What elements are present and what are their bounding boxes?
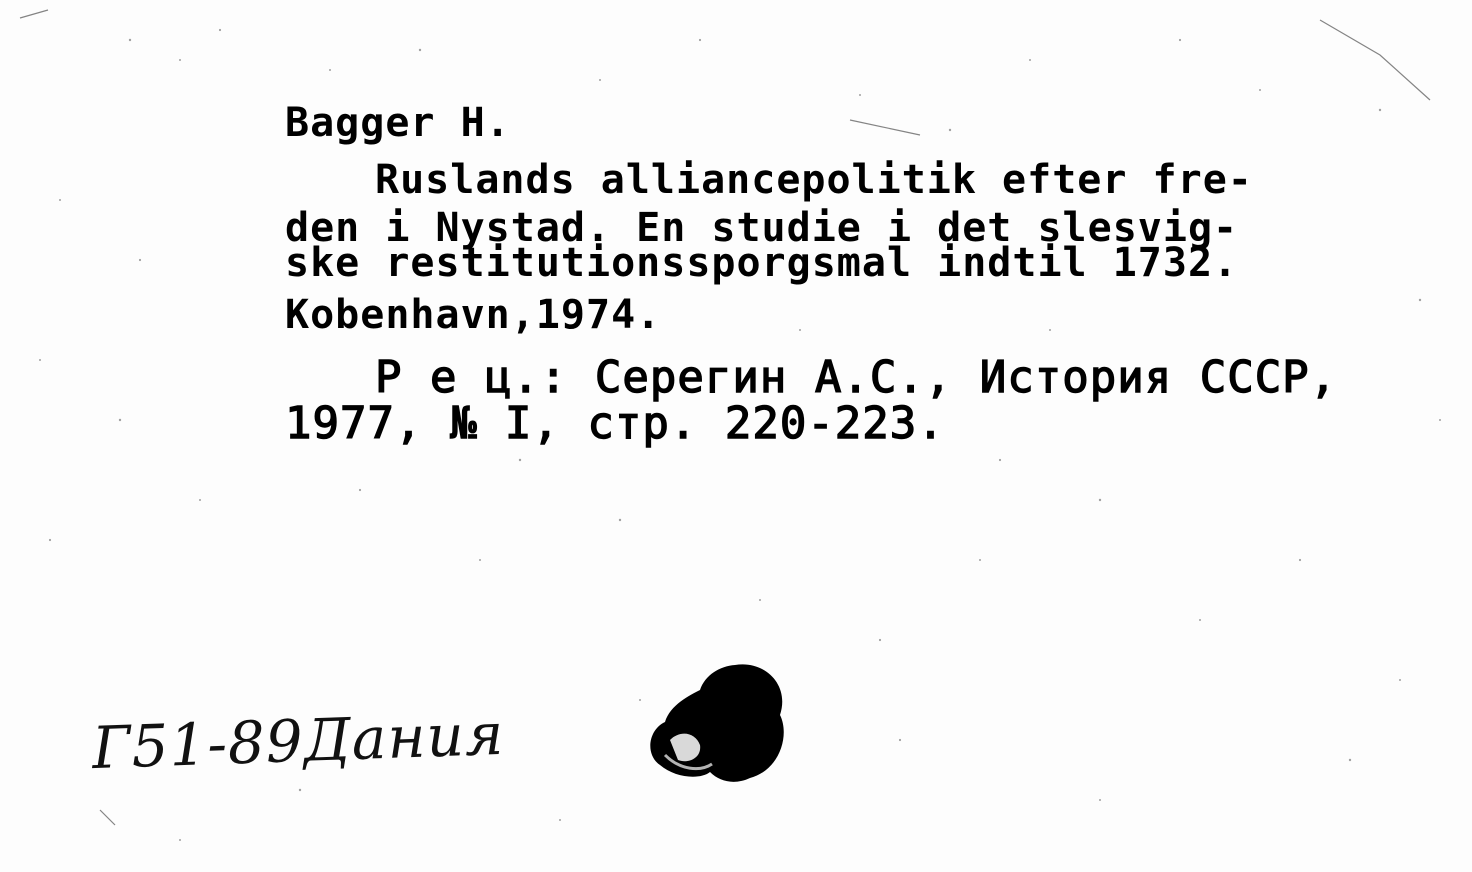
title-line-3: ske restitutionssporgsmal indtil 1732. [285, 240, 1239, 286]
author-line: Bagger H. [285, 100, 511, 146]
imprint-line: Kobenhavn,1974. [285, 292, 662, 338]
title-line-2: den i Nystad. En studie i det slesvig- [285, 205, 1239, 251]
handwritten-shelf-mark: Г51-89Дания [90, 699, 506, 783]
ink-blot-icon [640, 660, 800, 790]
title-line-1: Ruslands alliancepolitik efter fre- [375, 157, 1253, 203]
review-line-1: Р е ц.: Серегин А.С., История СССР, [375, 352, 1338, 403]
review-line-2: 1977, № I, стр. 220-223. [285, 398, 945, 449]
